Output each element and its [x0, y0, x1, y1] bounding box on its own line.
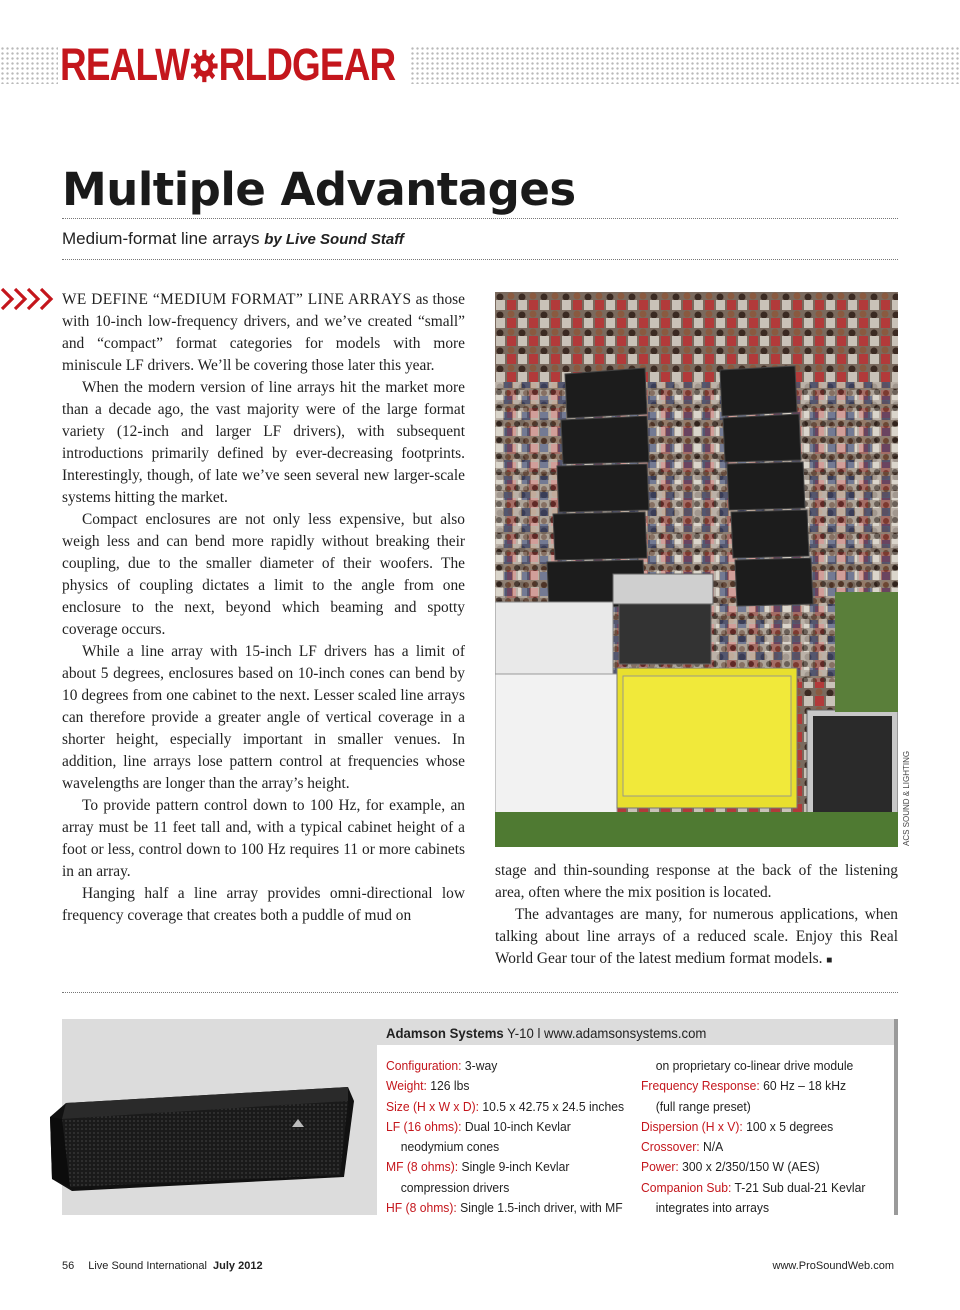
article-paragraph: Compact enclosures are not only less expensive, but also weigh less and can bend more rapidly without breaking their coupling, due to the smaller diameter of their woofers. The physics of coupling dictates a limit to the angle from one enclosure to the next, beyond which beaming and spotty coverage occurs.	[62, 511, 465, 638]
spec-row	[641, 1178, 865, 1198]
article-paragraph: While a line array with 15-inch LF drivers has a limit of about 5 degrees, enclosures based on 10-inch cones can bend by 10 degrees from one cabinet to the next. Lesser scaled line arrays can therefore provide a greater angle of vertical coverage in a shorter height, especially important in smaller venues. In addition, line arrays lose pattern control at frequencies whose wavelengths are longer than the array’s height.	[62, 643, 465, 792]
spec-key: LF (16 ohms):	[386, 1118, 462, 1134]
spec-key: Dispersion (H x V):	[641, 1118, 743, 1134]
spec-key: Crossover:	[641, 1139, 700, 1155]
spec-key: Companion Sub:	[641, 1179, 732, 1195]
gear-icon	[190, 49, 218, 83]
footer-website: www.ProSoundWeb.com	[772, 1260, 894, 1272]
spec-key: Power:	[641, 1159, 679, 1175]
spec-row	[386, 1056, 624, 1076]
article-closing-paragraph	[495, 904, 898, 972]
specs-right	[641, 1056, 865, 1218]
spec-continuation: neodymium cones	[400, 1139, 500, 1155]
lead-text: as those with 10-inch low-frequency drivers, and we’ve created “small” and “compact” format categories for models with more miniscule LF drivers. We’ll be covering those later this year.	[62, 291, 465, 374]
spec-row	[386, 1198, 624, 1218]
section-logo	[60, 40, 395, 90]
spec-row	[386, 1076, 624, 1096]
article-paragraph: stage and thin-sounding response at the back of the listening area, often where the mix position is located.	[495, 862, 898, 901]
article-paragraph: To provide pattern control down to 100 Hz, for example, an array must be 11 feet tall and, with a typical cabinet height of a foot or less, control down to 100 Hz requires 11 or more cabinets in an array.	[62, 797, 465, 880]
page-number: 56	[62, 1260, 75, 1272]
product-website: www.adamsonsystems.com	[544, 1025, 707, 1041]
loudspeaker-image	[48, 1079, 358, 1199]
product-brand: Adamson Systems	[386, 1025, 504, 1041]
spec-value: 100 x 5 degrees	[746, 1118, 834, 1134]
spec-row	[641, 1157, 865, 1177]
article-subtitle: Medium-format line arrays	[62, 229, 260, 248]
issue-date: July 2012	[213, 1260, 263, 1272]
spec-key: MF (8 ohms):	[386, 1159, 459, 1175]
product-separator: l	[537, 1025, 541, 1041]
subtitle-rule	[62, 259, 898, 260]
chevrons-right-icon	[0, 286, 56, 312]
spec-value: 60 Hz – 18 kHz	[763, 1078, 847, 1094]
spec-value: 300 x 2/350/150 W (AES)	[682, 1159, 820, 1175]
spec-key: Size (H x W x D):	[386, 1098, 480, 1114]
article-paragraph: Hanging half a line array provides omni-directional low frequency coverage that creates both a puddle of mud on	[62, 885, 465, 924]
section-rule	[62, 992, 898, 993]
publication-name: Live Sound International	[88, 1260, 207, 1272]
spec-row	[641, 1137, 865, 1157]
spec-continuation: (full range preset)	[655, 1098, 751, 1114]
spec-key: Configuration:	[386, 1058, 462, 1073]
line-array-photo	[495, 292, 898, 847]
product-header	[386, 1025, 706, 1041]
spec-row	[386, 1117, 624, 1137]
article-lead-paragraph	[62, 289, 465, 377]
article-subtitle-line	[62, 229, 404, 249]
product-box-edge	[894, 1019, 898, 1215]
page-footer-left	[62, 1260, 263, 1272]
logo-text-part2: RLDGEAR	[218, 39, 396, 90]
spec-row	[641, 1117, 865, 1137]
spec-value: Single 1.5-inch driver, with MF	[460, 1200, 623, 1216]
spec-continuation: on proprietary co-linear drive module	[655, 1058, 854, 1073]
article-column-left	[62, 289, 465, 927]
product-box	[62, 1019, 898, 1215]
spec-value: Dual 10-inch Kevlar	[464, 1118, 571, 1134]
article-paragraph: When the modern version of line arrays hit the market more than a decade ago, the vast majority were of the large format variety (12-inch and larger LF drivers), with subsequent introductions primarily defined by ever-decreasing footprints. Interestingly, though, of late we’ve seen several new larger-scale systems hitting the market.	[62, 379, 465, 506]
closing-text: The advantages are many, for numerous applications, when talking about line arrays of a reduced scale. Enjoy this Real World Gear tour of the latest medium format models.	[495, 906, 898, 967]
spec-value: T-21 Sub dual-21 Kevlar	[734, 1179, 866, 1195]
spec-continuation: compression drivers	[400, 1179, 510, 1195]
spec-key: HF (8 ohms):	[386, 1200, 457, 1216]
end-mark: ■	[826, 955, 833, 966]
spec-value: N/A	[703, 1139, 724, 1155]
specs-left	[386, 1056, 624, 1218]
header-dots-right	[410, 46, 960, 84]
spec-row	[386, 1157, 624, 1177]
lead-caps: WE DEFINE “MEDIUM FORMAT” LINE ARRAYS	[62, 291, 412, 308]
header-dots-left	[0, 46, 58, 84]
photo-credit: ACS SOUND & LIGHTING	[902, 750, 911, 846]
spec-value: 126 lbs	[430, 1078, 470, 1094]
spec-value: 10.5 x 42.75 x 24.5 inches	[482, 1098, 625, 1114]
logo-text-part1: REALW	[60, 39, 190, 90]
spec-row	[641, 1076, 865, 1096]
product-model: Y-10	[507, 1025, 534, 1041]
spec-value: Single 9-inch Kevlar	[461, 1159, 570, 1175]
spec-value: 3-way	[464, 1058, 498, 1073]
spec-continuation: integrates into arrays	[655, 1200, 770, 1216]
article-byline: by Live Sound Staff	[264, 231, 404, 248]
spec-key: Weight:	[386, 1078, 427, 1094]
article-column-right	[495, 860, 898, 972]
spec-key: Frequency Response:	[641, 1078, 760, 1094]
article-title: Multiple Advantages	[62, 163, 576, 216]
title-rule	[62, 218, 898, 219]
spec-row	[386, 1097, 624, 1117]
